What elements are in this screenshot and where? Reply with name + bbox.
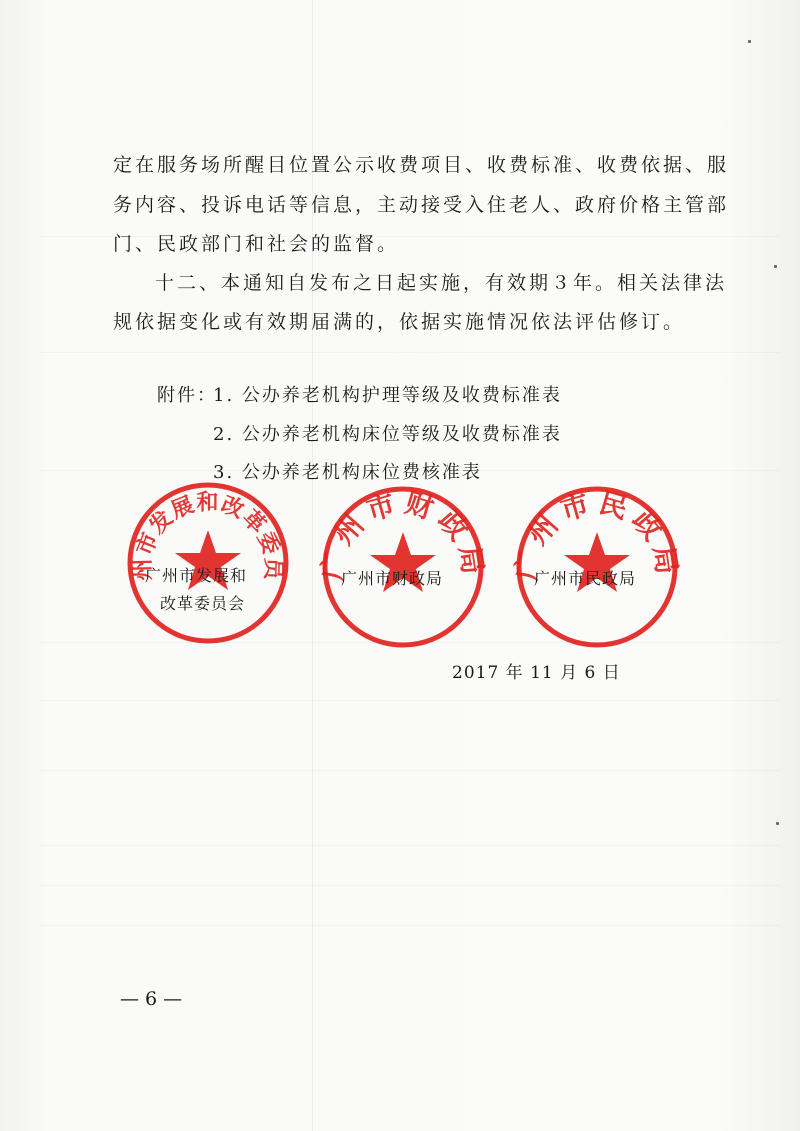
- body-line-4: 十二、本通知自发布之日起实施，有效期３年。相关法律法: [155, 272, 728, 294]
- org-name-ndrc-line1: 广州市发展和: [145, 566, 248, 585]
- seal-civil-affairs-arc-text: 广州市民政局: [510, 486, 684, 583]
- org-name-civil-affairs: 广州市民政局: [534, 569, 637, 588]
- attachment-item-1: 1. 公办养老机构护理等级及收费标准表: [213, 385, 562, 406]
- seal-ndrc-arc-text: 广州市发展和改革委员会: [111, 458, 287, 581]
- issue-date: 2017 年 11 月 6 日: [452, 663, 621, 683]
- bleed-line: [40, 770, 780, 771]
- org-name-ndrc-line2: 改革委员会: [160, 594, 246, 613]
- body-line-1: 定在服务场所醒目位置公示收费项目、收费标准、收费依据、服: [113, 154, 730, 176]
- bleed-line: [40, 700, 780, 701]
- bleed-line: [40, 352, 780, 353]
- bleed-line: [40, 845, 780, 846]
- org-name-finance: 广州市财政局: [341, 569, 444, 588]
- body-line-5: 规依据变化或有效期届满的，依据实施情况依法评估修订。: [113, 311, 686, 333]
- page-number: — 6 —: [120, 988, 183, 1010]
- attachment-item-3: 3. 公办养老机构床位费核准表: [213, 462, 482, 483]
- attachment-item-2: 2. 公办养老机构床位等级及收费标准表: [213, 424, 562, 445]
- scan-speck: [776, 822, 779, 825]
- body-line-3: 门、民政部门和社会的监督。: [113, 233, 400, 255]
- bleed-line: [40, 925, 780, 926]
- seal-finance-arc-text: 广州市财政局: [316, 486, 490, 583]
- scan-speck: [774, 265, 777, 268]
- scan-speck: [748, 40, 751, 43]
- attachments-label: 附件：: [157, 385, 217, 406]
- bleed-line: [40, 885, 780, 886]
- body-line-2: 务内容、投诉电话等信息，主动接受入住老人、政府价格主管部: [113, 194, 730, 216]
